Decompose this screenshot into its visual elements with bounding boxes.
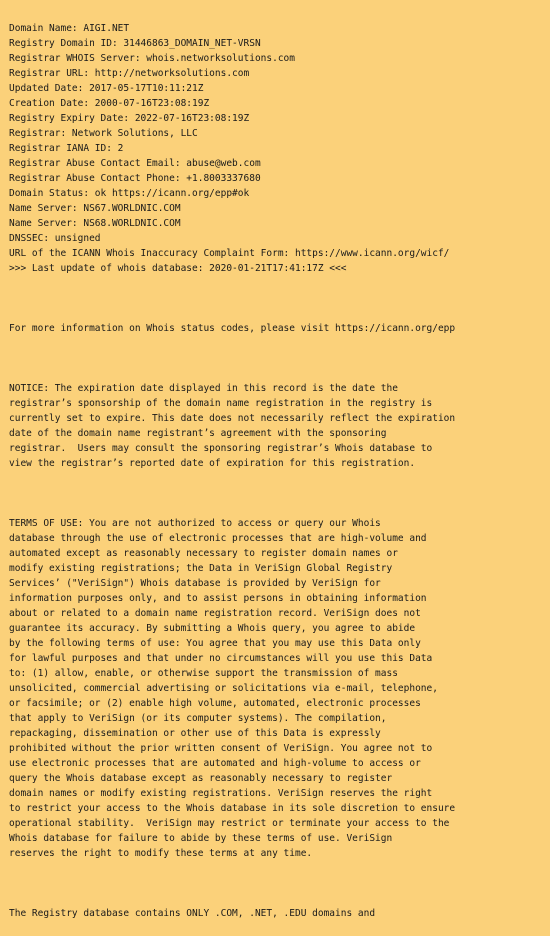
terms-line: about or related to a domain name registration record. VeriSign does not: [9, 608, 421, 619]
creation-date-line: Creation Date: 2000-07-16T23:08:19Z: [9, 98, 210, 109]
registry-note-line: The Registry database contains ONLY .COM, .NET, .EDU domains and: [9, 908, 376, 919]
terms-line: for lawful purposes and that under no circumstances will you use this Data: [9, 653, 433, 664]
terms-line: to: (1) allow, enable, or otherwise support the transmission of mass: [9, 668, 398, 679]
registrar-iana-id-line: Registrar IANA ID: 2: [9, 143, 124, 154]
notice-line: NOTICE: The expiration date displayed in this record is the date the: [9, 383, 398, 394]
abuse-phone-line: Registrar Abuse Contact Phone: +1.8003337680: [9, 173, 261, 184]
last-update-line: >>> Last update of whois database: 2020-01-21T17:41:17Z <<<: [9, 263, 347, 274]
terms-line: domain names or modify existing registrations. VeriSign reserves the right: [9, 788, 433, 799]
terms-line: Whois database for failure to abide by these terms of use. VeriSign: [9, 833, 393, 844]
name-server-line: Name Server: NS67.WORLDNIC.COM: [9, 203, 181, 214]
domain-status-line: Domain Status: ok https://icann.org/epp#ok: [9, 188, 250, 199]
terms-line: TERMS OF USE: You are not authorized to access or query our Whois: [9, 518, 381, 529]
status-info-line: For more information on Whois status codes, please visit https://icann.org/epp: [9, 323, 456, 334]
terms-line: by the following terms of use: You agree that you may use this Data only: [9, 638, 421, 649]
notice-line: view the registrar’s reported date of expiration for this registration.: [9, 458, 416, 469]
notice-line: currently set to expire. This date does not necessarily reflect the expiration: [9, 413, 456, 424]
terms-line: repackaging, dissemination or other use of this Data is expressly: [9, 728, 381, 739]
registrar-line: Registrar: Network Solutions, LLC: [9, 128, 198, 139]
notice-line: registrar’s sponsorship of the domain name registration in the registry is: [9, 398, 433, 409]
notice-section: [9, 381, 550, 471]
name-server-line: Name Server: NS68.WORLDNIC.COM: [9, 218, 181, 229]
registry-domain-id-line: Registry Domain ID: 31446863_DOMAIN_NET-VRSN: [9, 38, 261, 49]
blank-line: [9, 486, 550, 501]
blank-line: [9, 876, 550, 891]
terms-line: information purposes only, and to assist persons in obtaining information: [9, 593, 427, 604]
complaint-form-line: URL of the ICANN Whois Inaccuracy Complaint Form: https://www.icann.org/wicf/: [9, 248, 450, 259]
terms-line: database through the use of electronic processes that are high-volume and: [9, 533, 427, 544]
notice-line: date of the domain name registrant’s agreement with the sponsoring: [9, 428, 387, 439]
registry-expiry-date-line: Registry Expiry Date: 2022-07-16T23:08:19Z: [9, 113, 250, 124]
terms-line: that apply to VeriSign (or its computer systems). The compilation,: [9, 713, 387, 724]
terms-line: automated except as reasonably necessary to register domain names or: [9, 548, 398, 559]
terms-line: use electronic processes that are automated and high-volume to access or: [9, 758, 421, 769]
updated-date-line: Updated Date: 2017-05-17T10:11:21Z: [9, 83, 204, 94]
blank-line: [9, 291, 550, 306]
terms-line: reserves the right to modify these terms at any time.: [9, 848, 313, 859]
abuse-email-line: Registrar Abuse Contact Email: abuse@web.com: [9, 158, 261, 169]
registrar-whois-server-line: Registrar WHOIS Server: whois.networksolutions.com: [9, 53, 295, 64]
terms-line: guarantee its accuracy. By submitting a Whois query, you agree to abide: [9, 623, 416, 634]
terms-line: modify existing registrations; the Data in VeriSign Global Registry: [9, 563, 393, 574]
record-section: [9, 21, 550, 276]
terms-line: to restrict your access to the Whois database in its sole discretion to ensure: [9, 803, 456, 814]
domain-name-line: Domain Name: AIGI.NET: [9, 23, 130, 34]
terms-section: [9, 516, 550, 861]
terms-line: unsolicited, commercial advertising or solicitations via e-mail, telephone,: [9, 683, 438, 694]
registrar-url-line: Registrar URL: http://networksolutions.com: [9, 68, 250, 79]
terms-line: query the Whois database except as reasonably necessary to register: [9, 773, 393, 784]
terms-line: Services’ ("VeriSign") Whois database is provided by VeriSign for: [9, 578, 381, 589]
blank-line: [9, 351, 550, 366]
terms-line: prohibited without the prior written consent of VeriSign. You agree not to: [9, 743, 433, 754]
notice-line: registrar. Users may consult the sponsoring registrar’s Whois database to: [9, 443, 433, 454]
terms-line: or facsimile; or (2) enable high volume, automated, electronic processes: [9, 698, 421, 709]
terms-line: operational stability. VeriSign may restrict or terminate your access to the: [9, 818, 450, 829]
dnssec-line: DNSSEC: unsigned: [9, 233, 101, 244]
